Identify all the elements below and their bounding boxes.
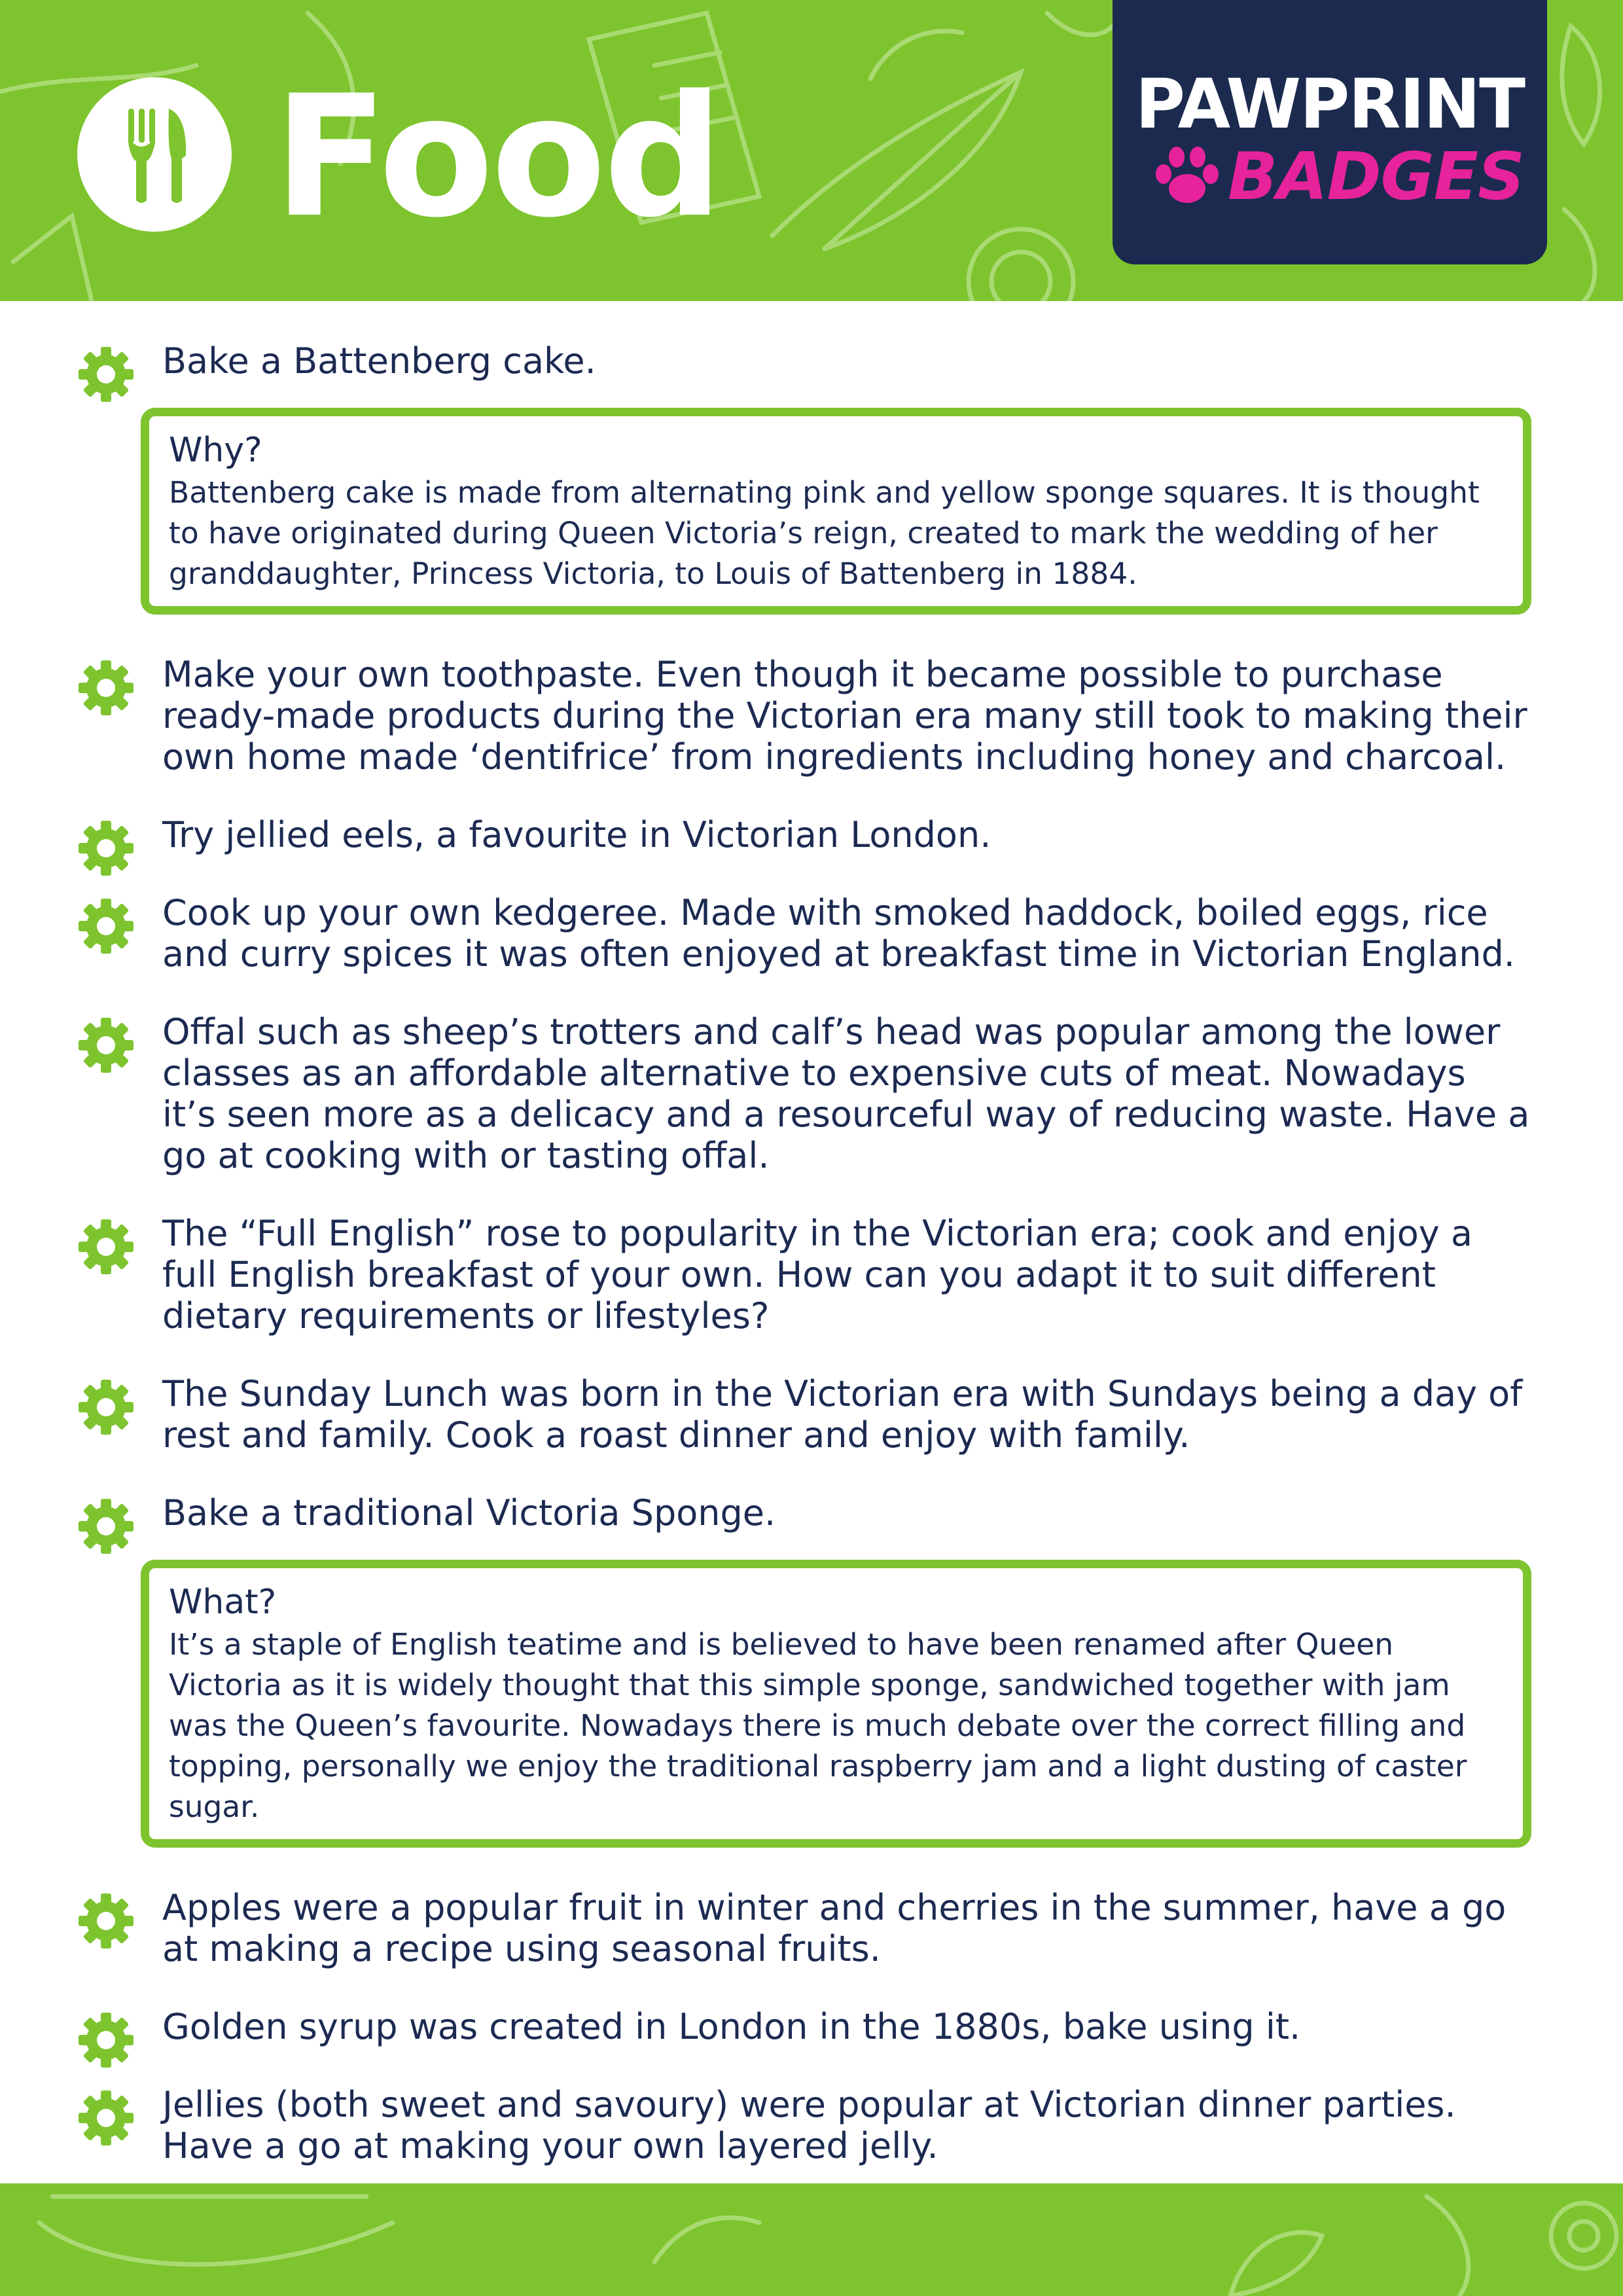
list-item [77,892,1530,975]
list-item [77,1213,1530,1336]
list-item-text: The “Full English” rose to popularity in the Victorian era; cook and enjoy a full English breakfast of your own. How can you adapt it to suit different dietary requirements or lifestyles? [162,1213,1472,1336]
logo-text-badges: BADGES [1228,138,1525,215]
logo-text-bottom-group [1150,137,1525,216]
info-box-what [141,1560,1531,1848]
header-banner [0,0,1623,301]
list-item-text: Apples were a popular fruit in winter and cherries in the summer, have a go at making a recipe using seasonal fruits. [162,1887,1507,1969]
page-title: Food [274,60,721,255]
gear-bullet-icon [77,1498,135,1555]
footer-banner [0,2183,1623,2296]
info-box-title: What? [169,1583,277,1622]
list-item-text: The Sunday Lunch was born in the Victorian era with Sundays being a day of rest and family. Cook a roast dinner and enjoy with family. [162,1373,1523,1456]
list-item [77,340,1530,382]
list-item [77,654,1530,778]
list-item-text: Bake a traditional Victoria Sponge. [162,1492,776,1534]
pawprint-badges-logo [1113,0,1547,264]
list-item-text: Try jellied eels, a favourite in Victorian London. [162,814,991,855]
gear-bullet-icon [77,819,135,877]
gear-bullet-icon [77,1016,135,1074]
list-item-text: Bake a Battenberg cake. [162,340,596,382]
gear-bullet-icon [77,897,135,955]
gear-bullet-icon [77,346,135,403]
list-item [77,814,1530,855]
gear-bullet-icon [77,1378,135,1436]
info-box-body: It’s a staple of English teatime and is believed to have been renamed after Queen Victoria as it is widely thought that this simple sponge, sandwiched together with jam was the Queen’s favourite. Nowadays there is much debate over the correct filling and topping, personally we enjoy the traditional raspberry jam and a light dusting of caster sugar. [169,1627,1467,1824]
info-box-title: Why? [169,431,262,470]
list-item [77,2084,1530,2166]
gear-bullet-icon [77,659,135,717]
doodle-pattern-icon [0,2183,1623,2296]
info-box-why [141,408,1531,615]
list-item [77,1887,1530,1969]
info-box-body: Battenberg cake is made from alternating pink and yellow sponge squares. It is thought to have originated during Queen Victoria’s reign, created to mark the wedding of her granddaughter, Princess Victoria, to Louis of Battenberg in 1884. [169,475,1480,591]
gear-bullet-icon [77,2089,135,2147]
logo-text-top: PAWPRINT [1135,64,1525,144]
list-item-text: Make your own toothpaste. Even though it became possible to purchase ready-made products during the Victorian era many still took to making their own home made ‘dentifrice’ from ingredients including honey and charcoal. [162,654,1527,778]
list-item-text: Cook up your own kedgeree. Made with smoked haddock, boiled eggs, rice and curry spices it was often enjoyed at breakfast time in Victorian England. [162,892,1515,975]
list-item-text: Golden syrup was created in London in the 1880s, bake using it. [162,2006,1301,2047]
list-item [77,1373,1530,1456]
paw-icon [1150,141,1222,213]
list-item [77,1011,1530,1176]
gear-bullet-icon [77,2011,135,2069]
activity-list [0,340,1623,2166]
gear-bullet-icon [77,1892,135,1950]
fork-knife-icon [77,77,232,232]
list-item-text: Jellies (both sweet and savoury) were popular at Victorian dinner parties. Have a go at making your own layered jelly. [162,2084,1456,2166]
list-item-text: Offal such as sheep’s trotters and calf’s head was popular among the lower classes as an affordable alternative to expensive cuts of meat. Nowadays it’s seen more as a delicacy and a resourceful way of reducing waste. Have a go at cooking with or tasting offal. [162,1011,1530,1176]
gear-bullet-icon [77,1218,135,1276]
list-item [77,2006,1530,2047]
list-item [77,1492,1530,1534]
